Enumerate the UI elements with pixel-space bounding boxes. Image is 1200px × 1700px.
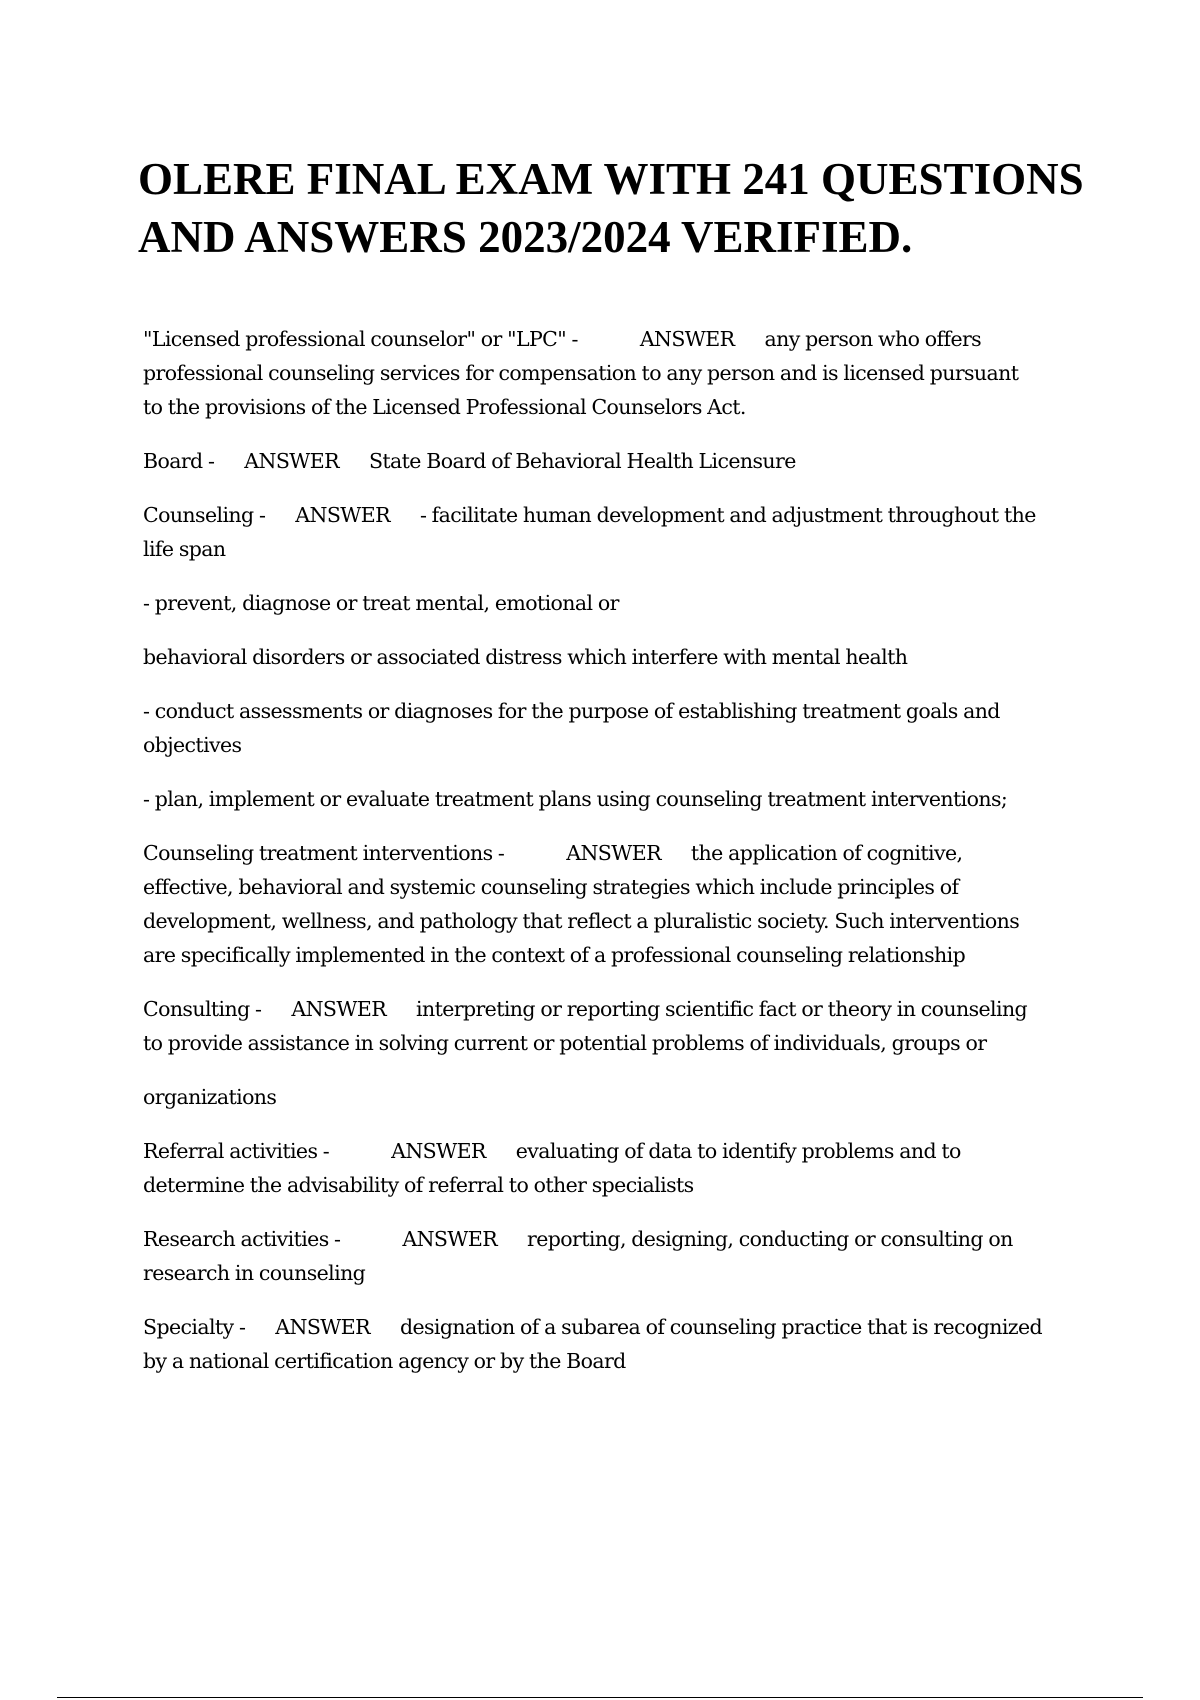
entry-term: Counseling treatment interventions - <box>143 841 505 865</box>
qa-entry-counseling <box>143 498 1043 566</box>
entry-definition: interpreting or reporting scientific fact or theory in counseling to provide assistance in solving current or potential problems of individuals, groups or <box>143 997 1028 1055</box>
qa-entry-consulting <box>143 992 1043 1060</box>
answer-label: ANSWER <box>291 997 387 1021</box>
entry-term: Specialty - <box>143 1315 246 1339</box>
entry-term: Board - <box>143 449 215 473</box>
answer-label: ANSWER <box>275 1315 370 1339</box>
entry-definition: - facilitate human development and adjustment throughout the life span <box>143 503 1036 561</box>
entry-term: Counseling - <box>143 503 266 527</box>
entry-definition: State Board of Behavioral Health Licensure <box>368 449 796 473</box>
entry-term: "Licensed professional counselor" or "LPC" - <box>143 327 578 351</box>
entry-definition: the application of cognitive, effective, behavioral and systemic counseling strategies which include principles of development, wellness, and pathology that reflect a pluralistic society. Such interventions are specifically implemented in the context of a professional counseling relationship <box>143 841 1020 967</box>
entry-definition: designation of a subarea of counseling practice that is recognized by a national certification agency or by the Board <box>143 1315 1043 1373</box>
consulting-continuation: organizations <box>143 1085 277 1109</box>
answer-label: ANSWER <box>391 1139 486 1163</box>
answer-label: ANSWER <box>244 449 339 473</box>
answer-label: ANSWER <box>639 327 735 351</box>
counseling-bullet-plans: - plan, implement or evaluate treatment plans using counseling treatment interventions; <box>143 787 1008 811</box>
counseling-bullet-prevent: - prevent, diagnose or treat mental, emotional or <box>143 591 619 615</box>
page-title: OLERE FINAL EXAM WITH 241 QUESTIONS AND ANSWERS 2023/2024 VERIFIED. <box>138 154 1084 262</box>
entry-term: Referral activities - <box>143 1139 330 1163</box>
qa-entry-treatment-interventions <box>143 836 1043 972</box>
answer-label: ANSWER <box>295 503 390 527</box>
qa-entry-referral <box>143 1134 1043 1202</box>
qa-entry-specialty <box>143 1310 1043 1378</box>
entry-definition: evaluating of data to identify problems and to determine the advisability of referral to other specialists <box>143 1139 961 1197</box>
entry-term: Research activities - <box>143 1227 341 1251</box>
entry-definition: any person who offers professional counseling services for compensation to any person and is licensed pursuant to the provisions of the Licensed Professional Counselors Act. <box>143 327 1019 419</box>
answer-label: ANSWER <box>566 841 661 865</box>
counseling-bullet-assessments: - conduct assessments or diagnoses for the purpose of establishing treatment goals and objectives <box>143 699 1000 757</box>
entry-definition: reporting, designing, conducting or consulting on research in counseling <box>143 1227 1013 1285</box>
footer-rule <box>57 1697 1143 1698</box>
entry-term: Consulting - <box>143 997 262 1021</box>
qa-entry-research <box>143 1222 1043 1290</box>
document-body <box>143 322 1043 1398</box>
qa-entry-lpc <box>143 322 1043 424</box>
counseling-bullet-disorders: behavioral disorders or associated distress which interfere with mental health <box>143 645 908 669</box>
qa-entry-board <box>143 444 1043 478</box>
answer-label: ANSWER <box>402 1227 498 1251</box>
